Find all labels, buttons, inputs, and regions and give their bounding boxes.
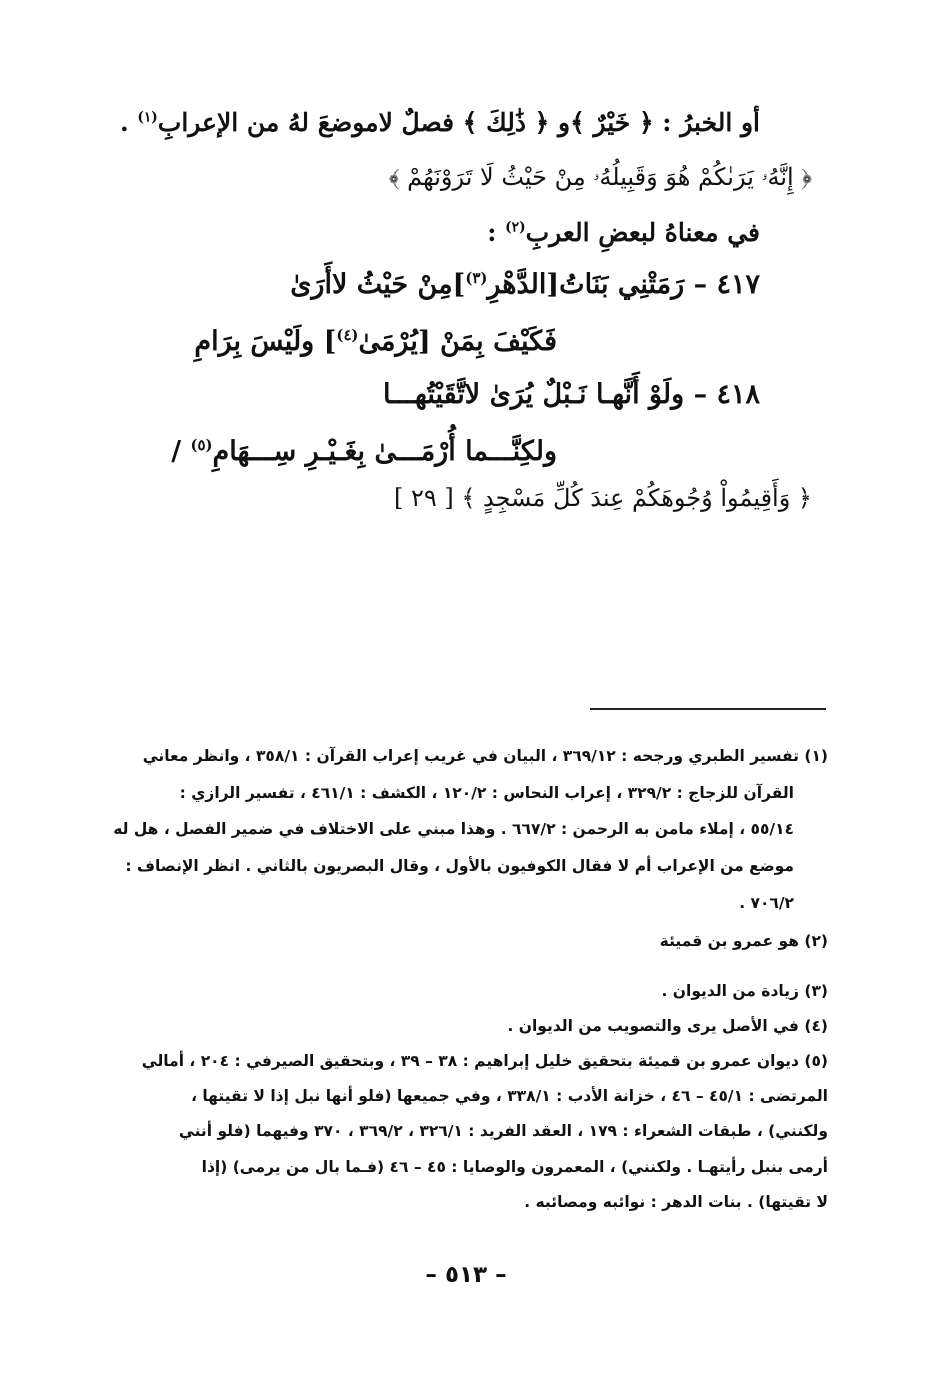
footnote-5-text-2: المرتضى : ٤٥/١ – ٤٦ ، خزانة الأدب : ٣٣٨/١ ، وفي جميعها (فلو أنها نبل إذا لا تقيتها ، bbox=[191, 1087, 828, 1105]
footnote-3 bbox=[662, 980, 829, 1002]
footnote-ref-5[interactable]: (٥) bbox=[190, 436, 213, 454]
footnote-ref-2[interactable]: (٢) bbox=[505, 219, 526, 236]
footnote-1-line-5 bbox=[739, 892, 794, 914]
body-line-meaning bbox=[487, 218, 760, 248]
footnote-1-text-3: ٥٥/١٤ ، إملاء مامن به الرحمن : ٦٦٧/٢ . وهذا مبني على الاختلاف في ضمير الفصل ، هل له bbox=[113, 820, 794, 838]
poem-verse-417-second bbox=[194, 325, 557, 359]
footnote-4-text: (٤) في الأصل يرى والتصويب من الديوان . bbox=[507, 1017, 828, 1035]
footnote-5-text-1: (٥) ديوان عمرو بن قميئة بتحقيق خليل إبراهيم : ٣٨ – ٣٩ ، وبتحقيق الصيرفي : ٢٠٤ ، أمالي bbox=[141, 1052, 828, 1070]
poem-verse-418-first bbox=[383, 378, 760, 412]
footnote-ref-3[interactable]: (٣) bbox=[465, 269, 488, 287]
footnote-5-text-4: أرمى بنبل رأيتهـا . ولكنني) ، المعمرون والوصايا : ٤٥ – ٤٦ (فـما بال من يرمى) (إذا bbox=[201, 1158, 828, 1176]
body-line-meaning-end: : bbox=[487, 218, 506, 247]
footnote-1-line-1 bbox=[143, 745, 828, 767]
footnote-5-text-5: لا تقيتها) . بنات الدهر : نوائبه ومصائبه . bbox=[524, 1193, 828, 1211]
quran-verse-29-text: ﴿ وَأَقِيمُواْ وُجُوهَكُمْ عِندَ كُلِّ مَسْجِدٍ ﴾ [ ٢٩ ] bbox=[393, 484, 812, 512]
footnote-ref-4[interactable]: (٤) bbox=[336, 326, 359, 344]
body-line-khabar-end: . bbox=[119, 108, 138, 137]
footnote-2 bbox=[660, 930, 828, 952]
poem-418b-end: / bbox=[171, 436, 191, 467]
footnote-4 bbox=[507, 1015, 828, 1037]
footnote-5-line-2 bbox=[191, 1085, 828, 1107]
footnote-ref-1[interactable]: (١) bbox=[137, 109, 158, 126]
body-line-khabar-text: أو الخبرُ : ﴿ خَيْرٌ ﴾و ﴿ ذَٰلِكَ ﴾ فصلٌ لاموضعَ لهُ من الإعرابِ bbox=[157, 108, 760, 137]
footnote-1-line-3 bbox=[113, 818, 794, 840]
poem-417-end: ]مِنْ حَيْثُ لاأَرَىٰ bbox=[290, 269, 466, 300]
body-line-khabar bbox=[120, 108, 760, 138]
quran-verse-text: ﴿ إِنَّهُۥ يَرَىٰكُمْ هُوَ وَقَبِيلُهُۥ مِنْ حَيْثُ لَا تَرَوْنَهُمْ ﴾ bbox=[388, 163, 812, 191]
page-number: – ٥١٣ – bbox=[425, 1262, 507, 1288]
poem-417b-text: فَكَيْفَ بِمَنْ [يُرْمَىٰ bbox=[358, 326, 557, 357]
footnote-1-text-2: القرآن للزجاج : ٣٢٩/٢ ، إعراب النحاس : ١٢٠/٢ ، الكشف : ٤٦١/١ ، تفسير الرازي : bbox=[179, 784, 794, 802]
footnote-5-line-5 bbox=[524, 1191, 828, 1213]
footnote-1-line-2 bbox=[180, 782, 794, 804]
poem-418-text: ٤١٨ – ولَوْ أَنَّهـا نَـبْلٌ يُرَىٰ لاتَّقَيْتُهـــا bbox=[382, 379, 760, 410]
poem-417-text: ٤١٧ – رَمَتْنِي بَنَاتُ[الدَّهْرِ bbox=[487, 269, 760, 300]
footnote-1-line-4 bbox=[125, 855, 794, 877]
footnote-1-text-1: (١) تفسير الطبري ورجحه : ٣٦٩/١٢ ، البيان في غريب إعراب القرآن : ٣٥٨/١ ، وانظر معاني bbox=[142, 747, 828, 765]
footnote-2-text: (٢) هو عمرو بن قميئة bbox=[659, 932, 828, 950]
footnote-3-text: (٣) زيادة من الديوان . bbox=[661, 982, 828, 1000]
footnote-1-text-4: موضع من الإعراب أم لا فقال الكوفيون بالأول ، وقال البصريون بالثاني . انظر الإنصاف : bbox=[125, 857, 794, 875]
footnote-separator bbox=[590, 708, 826, 710]
quran-verse bbox=[389, 162, 812, 192]
body-line-meaning-text: في معناهُ لبعضِ العربِ bbox=[525, 218, 760, 247]
poem-417b-end: ] ولَيْسَ بِرَامِ bbox=[194, 326, 337, 357]
poem-418b-text: ولكِنَّـــما أُرْمَـــىٰ بِغَـيْـرِ سِـــهَامِ bbox=[212, 436, 557, 467]
poem-verse-418-second bbox=[171, 435, 557, 469]
footnote-5-line-1 bbox=[142, 1050, 828, 1072]
footnote-5-line-3 bbox=[179, 1120, 828, 1142]
footnote-1-text-5: ٧٠٦/٢ . bbox=[739, 894, 794, 912]
footnote-5-line-4 bbox=[202, 1156, 828, 1178]
poem-verse-417-first bbox=[290, 268, 760, 302]
footnote-5-text-3: ولكنني) ، طبقات الشعراء : ١٧٩ ، العقد الفريد : ٣٢٦/١ ، ٣٦٩/٢ ، ٣٧٠ وفيهما (فلو أنني bbox=[178, 1122, 828, 1140]
quran-verse-29 bbox=[394, 483, 812, 513]
